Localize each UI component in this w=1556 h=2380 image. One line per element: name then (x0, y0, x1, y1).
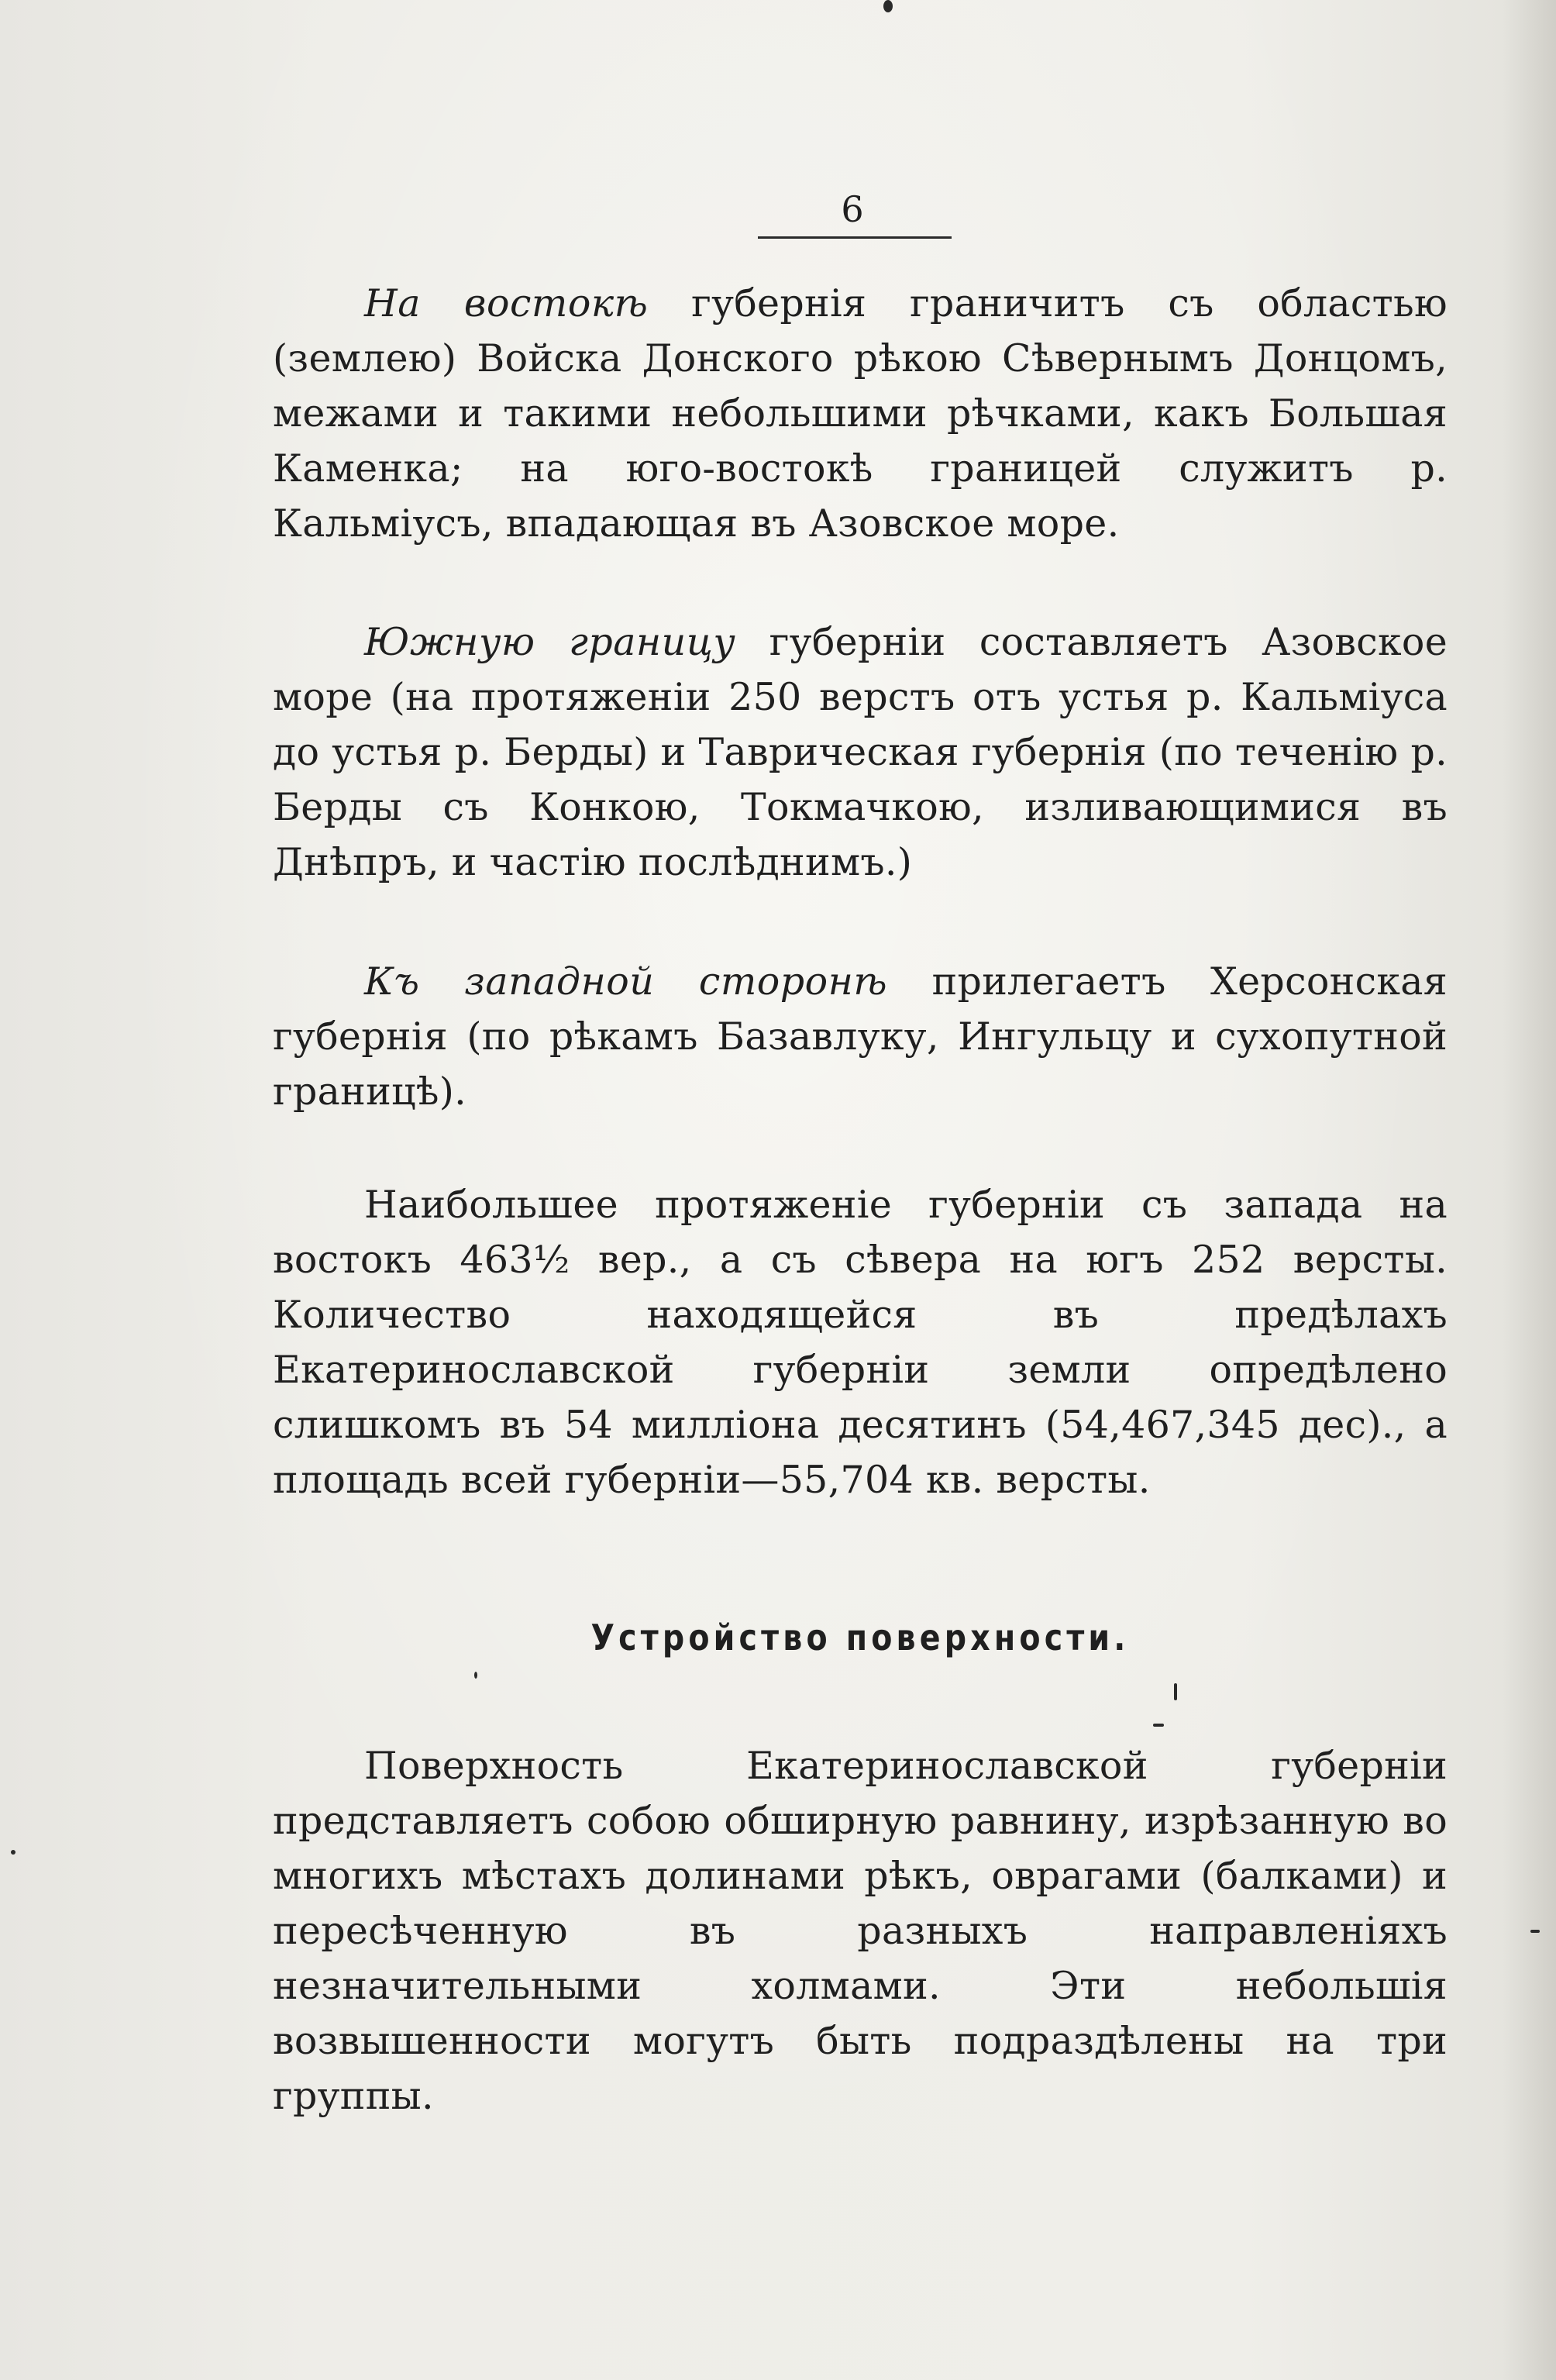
ink-speck (1174, 1683, 1177, 1700)
page-number: 6 (841, 188, 864, 230)
paragraph-western-border (273, 954, 1448, 1119)
ink-speck (11, 1850, 15, 1855)
ink-speck (1153, 1724, 1164, 1727)
paragraph-text: губерніи составляетъ Азовское море (на протяженіи 250 верстъ отъ устья р. Кальміуса до устья р. Берды) и Таврическая губернія (по теченію р. Берды съ Конкою, Токмачкою, изливающимися въ Днѣпръ, и частію послѣднимъ.) (273, 620, 1448, 884)
paragraph-lead: Къ западной сторонѣ (364, 959, 888, 1004)
page-fold-shadow (1502, 0, 1556, 2380)
page-number-rule (758, 236, 952, 239)
paragraph-surface: Поверхность Екатеринославской губерніи представляетъ собою обширную равнину, изрѣзанную во многихъ мѣстахъ долинами рѣкъ, оврагами (балками) и пересѣченную въ разныхъ направленіяхъ незначительными холмами. Эти небольшія возвышенности могутъ быть подраздѣлены на три группы. (273, 1744, 1448, 2118)
paragraph-eastern-border (273, 276, 1448, 551)
ink-speck (883, 0, 893, 12)
paragraph-extent-area (273, 1177, 1448, 1507)
ink-speck (1530, 1930, 1540, 1933)
paragraph-text: прилегаетъ Херсонская губернія (по рѣкамъ Базавлуку, Ингульцу и сухопутной границѣ). (273, 959, 1448, 1114)
section-heading: Устройство поверхности. (590, 1617, 1130, 1658)
paragraph-text: Наибольшее протяженіе губерніи съ запада на востокъ 463½ вер., а съ сѣвера на югъ 252 версты. Количество находящейся въ предѣлахъ Екатеринославской губерніи земли опредѣлено слишкомъ въ 54 милліона десятинъ (54,467,345 дес)., а площадь всей губерніи—55,704 кв. версты. (273, 1183, 1448, 1502)
paragraph-southern-border (273, 615, 1448, 890)
paragraph-lead: Южную границу (364, 620, 736, 664)
paragraph-text: губернія граничитъ съ областью (землею) Войска Донского рѣкою Сѣвернымъ Донцомъ, межами и такими небольшими рѣчками, какъ Большая Каменка; на юго-востокѣ границей служитъ р. Кальміусъ, впадающая въ Азовское море. (273, 281, 1448, 546)
ink-speck (474, 1672, 477, 1679)
paragraph-lead: На востокѣ (364, 281, 649, 325)
